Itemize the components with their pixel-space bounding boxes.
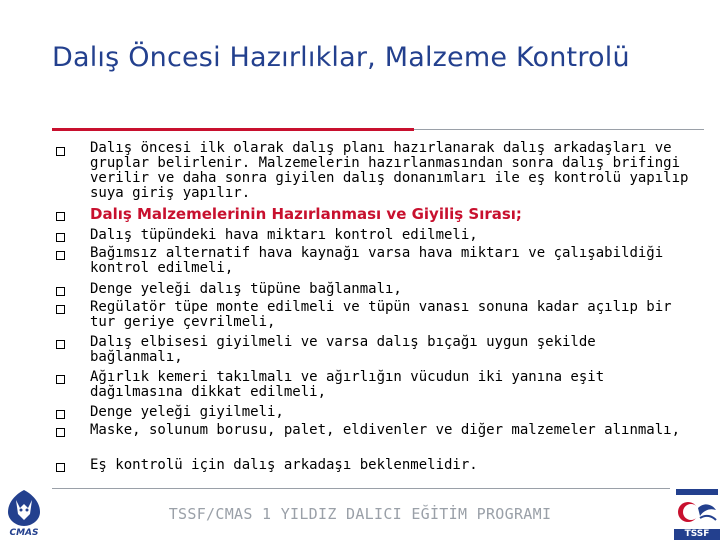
- bullet-icon: [56, 375, 65, 384]
- federation-emblem-icon: [674, 488, 720, 528]
- section-heading: Dalış Malzemelerinin Hazırlanması ve Giyiliş Sırası;: [90, 205, 522, 223]
- list-item: Regülatör tüpe monte edilmeli ve tüpün vanası sonuna kadar açılıp bir tur geriye çevrilmeli,: [90, 299, 672, 330]
- list-item: Denge yeleği giyilmeli,: [90, 404, 284, 420]
- list-item: Maske, solunum borusu, palet, eldivenler ve diğer malzemeler alınmalı,: [90, 422, 681, 438]
- cmas-logo: [2, 488, 46, 540]
- bullet-icon: [56, 428, 65, 437]
- bullet-icon: [56, 212, 65, 221]
- bullet-icon: [56, 305, 65, 314]
- bullet-icon: [56, 233, 65, 242]
- list-item: Dalış öncesi ilk olarak dalış planı hazırlanarak dalış arkadaşları ve gruplar belirlenir. Malzemelerin hazırlanmasından sonra dalış brifingi verilir ve daha sonra giyilen dalış donanımları ile eş kontrolü yapılıp suya giriş yapılır.: [90, 140, 689, 201]
- list-item: Dalış tüpündeki hava miktarı kontrol edilmeli,: [90, 227, 478, 243]
- bullet-icon: [56, 287, 65, 296]
- title-underline-gray: [414, 129, 704, 130]
- footer-text: TSSF/CMAS 1 YILDIZ DALICI EĞİTİM PROGRAMI: [168, 505, 552, 523]
- list-item: Denge yeleği dalış tüpüne bağlanmalı,: [90, 281, 402, 297]
- tssf-logo: [674, 488, 720, 540]
- list-item: Dalış elbisesi giyilmeli ve varsa dalış bıçağı uygun şekilde bağlanmalı,: [90, 334, 596, 365]
- footer-divider: [52, 488, 670, 489]
- list-item: Bağımsız alternatif hava kaynağı varsa hava miktarı ve çalışabildiği kontrol edilmeli,: [90, 245, 664, 276]
- bullet-icon: [56, 410, 65, 419]
- wolf-emblem-icon: [2, 488, 46, 528]
- bullet-icon: [56, 463, 65, 472]
- title-underline-red: [52, 128, 414, 131]
- cmas-logo-text: CMAS: [9, 528, 39, 538]
- slide-title: Dalış Öncesi Hazırlıklar, Malzeme Kontrolü: [52, 42, 630, 73]
- list-item: Ağırlık kemeri takılmalı ve ağırlığın vücudun iki yanına eşit dağılmasına dikkat edilmeli,: [90, 369, 605, 400]
- list-item: Eş kontrolü için dalış arkadaşı beklenmelidir.: [90, 457, 478, 473]
- tssf-logo-text: TSSF: [674, 529, 720, 540]
- bullet-icon: [56, 147, 65, 156]
- bullet-icon: [56, 340, 65, 349]
- bullet-icon: [56, 251, 65, 260]
